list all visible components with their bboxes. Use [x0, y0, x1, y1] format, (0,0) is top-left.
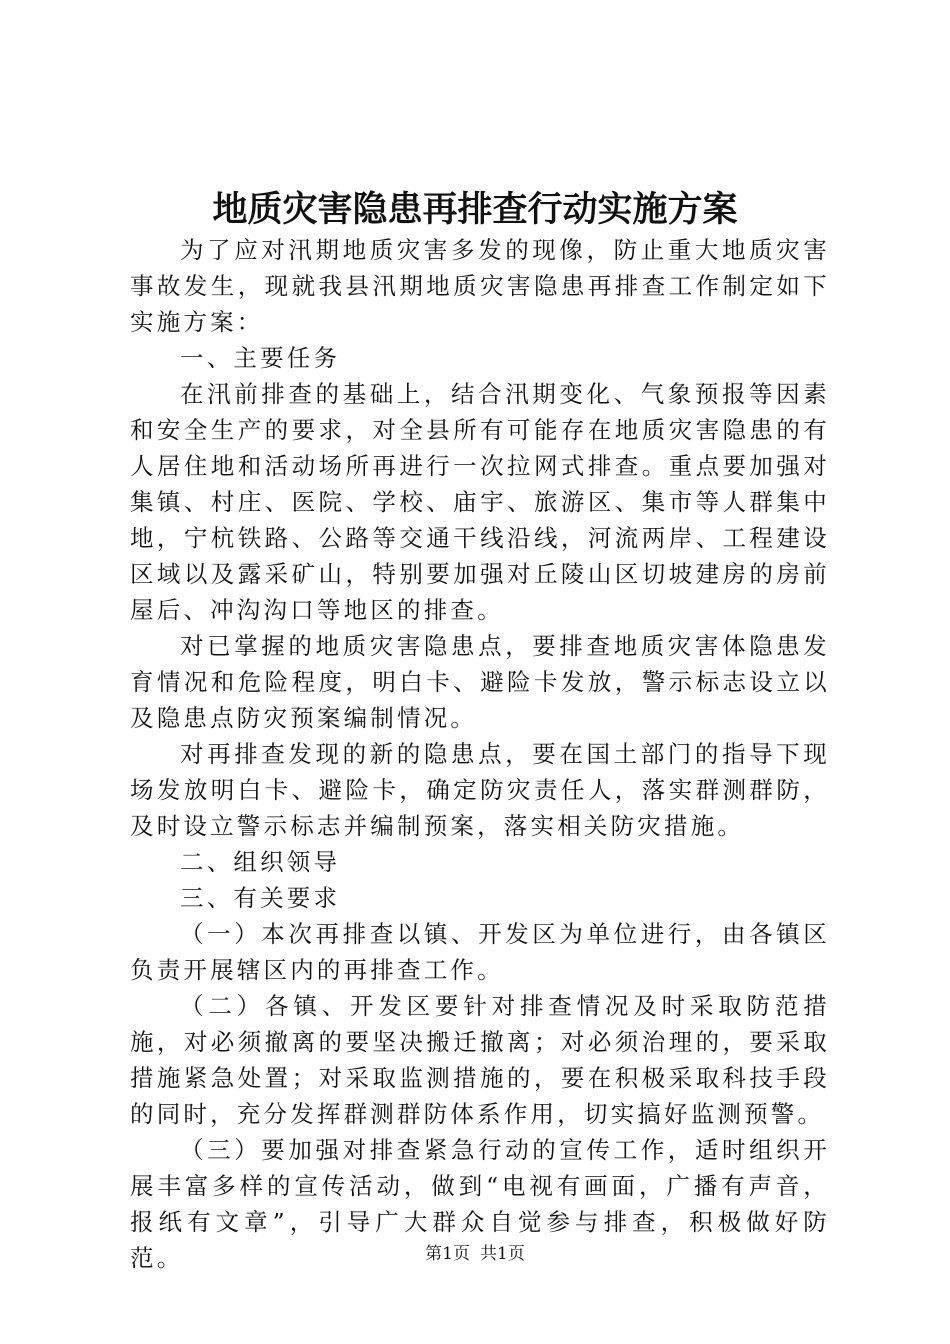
document-body [130, 232, 830, 1276]
page-number: 第1页 [425, 1244, 470, 1264]
intro-paragraph: 为了应对汛期地质灾害多发的现像，防止重大地质灾害事故发生，现就我县汛期地质灾害隐患再排查工作制定如下实施方案： [130, 236, 830, 336]
paragraph: 在汛前排查的基础上，结合汛期变化、气象预报等因素和安全生产的要求，对全县所有可能存在地质灾害隐患的有人居住地和活动场所再进行一次拉网式排查。重点要加强对集镇、村庄、医院、学校、庙宇、旅游区、集市等人群集中地，宁杭铁路、公路等交通干线沿线，河流两岸、工程建设区域以及露采矿山，特别要加强对丘陵山区切坡建房的房前屋后、冲沟沟口等地区的排查。 [130, 380, 830, 624]
document-title: 地质灾害隐患再排查行动实施方案 [212, 189, 738, 230]
section-heading-requirements: 三、有关要求 [180, 884, 341, 912]
section-heading-main-tasks: 一、主要任务 [180, 344, 341, 372]
page-footer [0, 1241, 950, 1267]
page-total: 共1页 [480, 1244, 525, 1264]
paragraph: （二）各镇、开发区要针对排查情况及时采取防范措施，对必须撤离的要坚决搬迁撤离；对必须治理的，要采取措施紧急处置；对采取监测措施的，要在积极采取科技手段的同时，充分发挥群测群防体系作用，切实搞好监测预警。 [130, 992, 830, 1128]
paragraph: （三）要加强对排查紧急行动的宣传工作，适时组织开展丰富多样的宣传活动，做到“电视有画面，广播有声音，报纸有文章”，引导广大群众自觉参与排查，积极做好防范。 [130, 1136, 830, 1272]
section-heading-organization: 二、组织领导 [180, 848, 341, 876]
paragraph: 对再排查发现的新的隐患点，要在国土部门的指导下现场发放明白卡、避险卡，确定防灾责任人，落实群测群防，及时设立警示标志并编制预案，落实相关防灾措施。 [130, 740, 830, 840]
paragraph: 对已掌握的地质灾害隐患点，要排查地质灾害体隐患发育情况和危险程度，明白卡、避险卡发放，警示标志设立以及隐患点防灾预案编制情况。 [130, 632, 830, 732]
paragraph: （一）本次再排查以镇、开发区为单位进行，由各镇区负责开展辖区内的再排查工作。 [130, 920, 830, 984]
